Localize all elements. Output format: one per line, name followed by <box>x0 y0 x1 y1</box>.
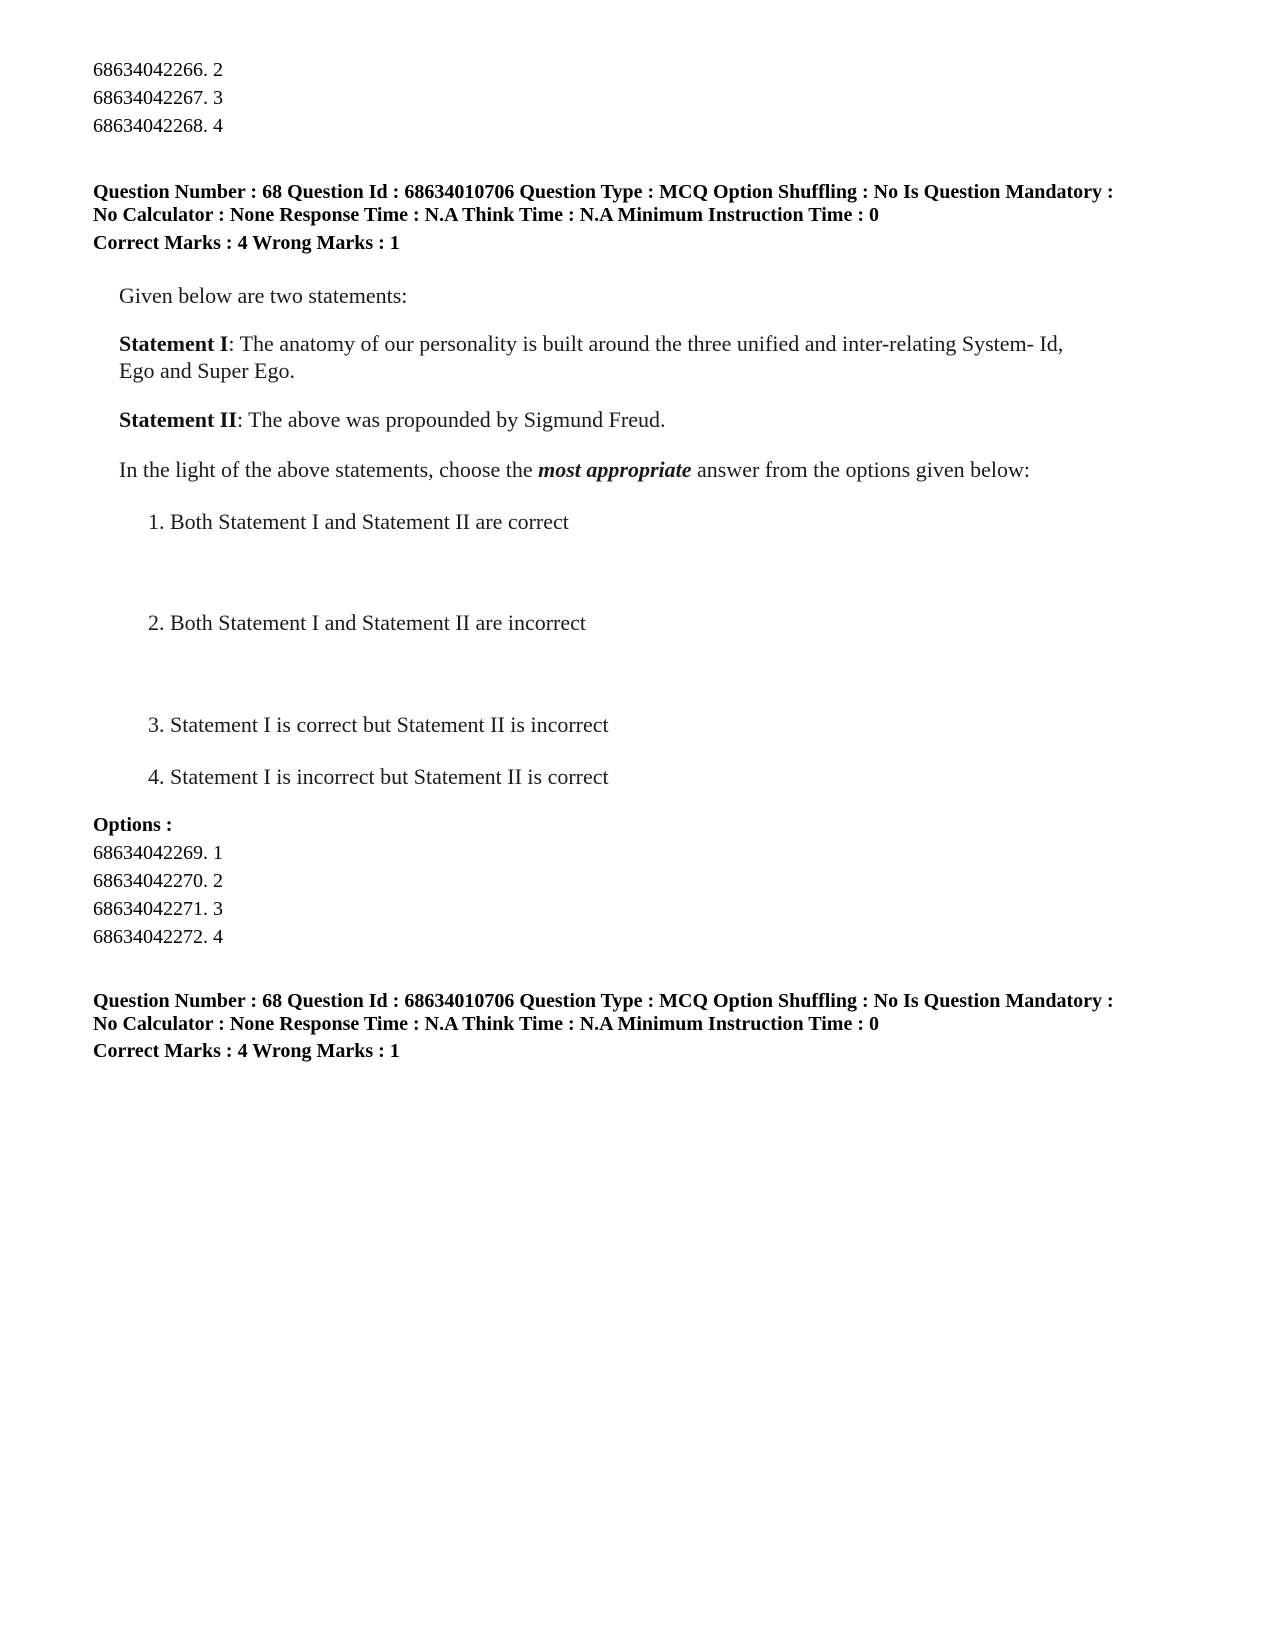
question-header-line2: No Calculator : None Response Time : N.A Think Time : N.A Minimum Instruction Time : 0 <box>93 204 879 226</box>
options-label: Options : <box>93 814 173 836</box>
instruction-text: In the light of the above statements, choose the <box>119 457 539 482</box>
question-marks: Correct Marks : 4 Wrong Marks : 1 <box>93 1040 400 1062</box>
option-line: 68634042269. 1 <box>93 842 223 864</box>
question-header-line1: Question Number : 68 Question Id : 68634010706 Question Type : MCQ Option Shuffling : No Is Question Mandatory : <box>93 990 1114 1012</box>
question-instruction <box>119 456 1030 484</box>
question-header-line1: Question Number : 68 Question Id : 68634010706 Question Type : MCQ Option Shuffling : No Is Question Mandatory : <box>93 181 1114 203</box>
question-marks: Correct Marks : 4 Wrong Marks : 1 <box>93 232 400 254</box>
statement-1-continuation: Ego and Super Ego. <box>119 358 295 383</box>
option-line: 68634042266. 2 <box>93 59 223 81</box>
question-intro: Given below are two statements: <box>119 283 408 308</box>
statement-1 <box>119 330 1063 358</box>
choice-2: 2. Both Statement I and Statement II are incorrect <box>148 610 587 635</box>
choice-1: 1. Both Statement I and Statement II are correct <box>148 509 569 534</box>
option-line: 68634042270. 2 <box>93 870 223 892</box>
statement-2-label: Statement II <box>119 407 237 432</box>
choice-4: 4. Statement I is incorrect but Statement II is correct <box>148 764 609 789</box>
option-line: 68634042271. 3 <box>93 898 223 920</box>
option-line: 68634042267. 3 <box>93 87 223 109</box>
option-line: 68634042268. 4 <box>93 115 223 137</box>
statement-1-label: Statement I <box>119 331 229 356</box>
instruction-text: answer from the options given below: <box>691 457 1031 482</box>
statement-1-text: : The anatomy of our personality is built around the three unified and inter-relating System- Id, <box>228 331 1064 356</box>
choice-3: 3. Statement I is correct but Statement II is incorrect <box>148 712 609 737</box>
instruction-emphasis: most appropriate <box>538 457 692 482</box>
statement-2 <box>119 406 665 434</box>
question-image <box>93 282 1173 832</box>
statement-2-text: : The above was propounded by Sigmund Freud. <box>236 407 666 432</box>
option-line: 68634042272. 4 <box>93 926 223 948</box>
question-header-line2: No Calculator : None Response Time : N.A Think Time : N.A Minimum Instruction Time : 0 <box>93 1013 879 1035</box>
